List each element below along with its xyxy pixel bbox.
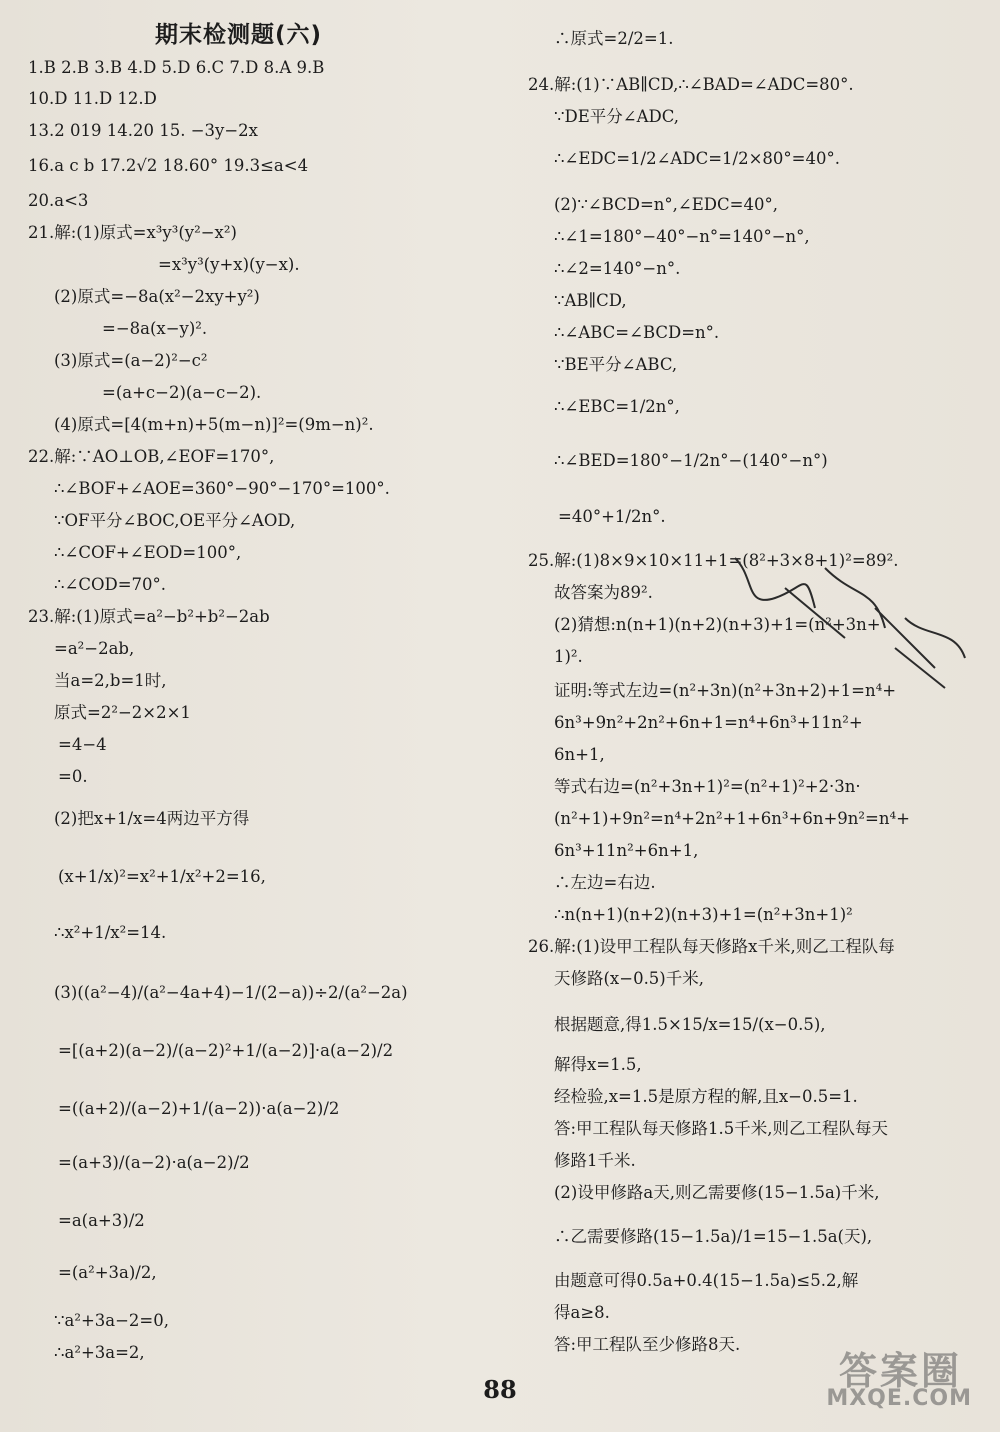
- page-number: 88: [483, 1375, 517, 1404]
- answer-line: 23.解:(1)原式=a²−b²+b²−2ab: [28, 607, 270, 626]
- answer-line: ∵a²+3a−2=0,: [54, 1311, 170, 1330]
- answer-line: 13.2 019 14.20 15. −3y−2x: [28, 121, 258, 140]
- answer-line: 天修路(x−0.5)千米,: [554, 969, 704, 988]
- answer-line: (2)把x+1/x=4两边平方得: [54, 809, 250, 828]
- answer-line: ∴∠EBC=1/2n°,: [554, 397, 680, 416]
- answer-line: 答:甲工程队每天修路1.5千米,则乙工程队每天: [554, 1119, 889, 1138]
- answer-line: (2)猜想:n(n+1)(n+2)(n+3)+1=(n²+3n+: [554, 615, 881, 634]
- answer-line: 由题意可得0.5a+0.4(15−1.5a)≤5.2,解: [554, 1271, 859, 1290]
- answer-line: ∴a²+3a=2,: [54, 1343, 145, 1362]
- answer-line: =((a+2)/(a−2)+1/(a−2))·a(a−2)/2: [58, 1099, 340, 1118]
- answer-line: =[(a+2)(a−2)/(a−2)²+1/(a−2)]·a(a−2)/2: [58, 1041, 394, 1060]
- answer-line: 证明:等式左边=(n²+3n)(n²+3n+2)+1=n⁴+: [554, 681, 897, 700]
- answer-line: =(a²+3a)/2,: [58, 1263, 157, 1282]
- handwritten-scribble: [725, 548, 975, 698]
- answer-line: 10.D 11.D 12.D: [28, 89, 157, 108]
- answer-line: ∴∠2=140°−n°.: [554, 259, 681, 278]
- answer-line: (2)原式=−8a(x²−2xy+y²): [54, 287, 260, 306]
- answer-line: 解得x=1.5,: [554, 1055, 642, 1074]
- answer-line: ∴原式=2/2=1.: [554, 29, 674, 48]
- answer-line: 6n³+11n²+6n+1,: [554, 841, 699, 860]
- answer-line: 26.解:(1)设甲工程队每天修路x千米,则乙工程队每: [528, 937, 895, 956]
- answer-line: ∴∠1=180°−40°−n°=140°−n°,: [554, 227, 810, 246]
- answer-line: ∴∠EDC=1/2∠ADC=1/2×80°=40°.: [554, 149, 840, 168]
- answer-line: (2)设甲修路a天,则乙需要修(15−1.5a)千米,: [554, 1183, 880, 1202]
- answer-line: (x+1/x)²=x²+1/x²+2=16,: [58, 867, 266, 886]
- answer-line: 经检验,x=1.5是原方程的解,且x−0.5=1.: [554, 1087, 858, 1106]
- answer-line: =−8a(x−y)².: [102, 319, 208, 338]
- answer-line: 6n+1,: [554, 745, 605, 764]
- answer-line: ∵DE平分∠ADC,: [554, 107, 680, 126]
- answer-line: 当a=2,b=1时,: [54, 671, 167, 690]
- answer-line: ∴x²+1/x²=14.: [54, 923, 167, 942]
- answer-line: 等式右边=(n²+3n+1)²=(n²+1)²+2·3n·: [554, 777, 861, 796]
- watermark: [722, 1340, 982, 1420]
- answer-line: 根据题意,得1.5×15/x=15/(x−0.5),: [554, 1015, 826, 1034]
- answer-line: ∴n(n+1)(n+2)(n+3)+1=(n²+3n+1)²: [554, 905, 853, 924]
- answer-line: 原式=2²−2×2×1: [54, 703, 191, 722]
- answer-line: 修路1千米.: [554, 1151, 636, 1170]
- answer-line: ∴∠COD=70°.: [54, 575, 167, 594]
- answer-line: =x³y³(y+x)(y−x).: [158, 255, 300, 274]
- answer-line: =a(a+3)/2: [58, 1211, 145, 1230]
- answer-line: ∵BE平分∠ABC,: [554, 355, 678, 374]
- answer-line: 24.解:(1)∵AB∥CD,∴∠BAD=∠ADC=80°.: [528, 75, 854, 94]
- answer-line: (3)((a²−4)/(a²−4a+4)−1/(2−a))÷2/(a²−2a): [54, 983, 408, 1002]
- answer-line: 6n³+9n²+2n²+6n+1=n⁴+6n³+11n²+: [554, 713, 863, 732]
- answer-line: =a²−2ab,: [54, 639, 135, 658]
- answer-line: ∴∠ABC=∠BCD=n°.: [554, 323, 720, 342]
- answer-line: 得a≥8.: [554, 1303, 610, 1322]
- answer-line: 20.a<3: [28, 191, 89, 210]
- answer-line: =4−4: [58, 735, 107, 754]
- answer-line: (4)原式=[4(m+n)+5(m−n)]²=(9m−n)².: [54, 415, 374, 434]
- answer-line: =(a+3)/(a−2)·a(a−2)/2: [58, 1153, 250, 1172]
- answer-line: =0.: [58, 767, 88, 786]
- answer-line: 答:甲工程队至少修路8天.: [554, 1335, 741, 1354]
- page-title: 期末检测题(六): [155, 22, 323, 48]
- watermark-url: MXQE.COM: [826, 1386, 972, 1411]
- answer-line: 1.B 2.B 3.B 4.D 5.D 6.C 7.D 8.A 9.B: [28, 58, 325, 77]
- answer-line: 1)².: [554, 647, 583, 666]
- answer-line: 故答案为89².: [554, 583, 653, 602]
- answer-line: ∵OF平分∠BOC,OE平分∠AOD,: [54, 511, 296, 530]
- answer-line: 22.解:∵AO⊥OB,∠EOF=170°,: [28, 447, 275, 466]
- answer-line: =40°+1/2n°.: [558, 507, 666, 526]
- answer-line: ∴∠COF+∠EOD=100°,: [54, 543, 242, 562]
- answer-line: ∴∠BED=180°−1/2n°−(140°−n°): [554, 451, 828, 470]
- answer-line: (2)∵∠BCD=n°,∠EDC=40°,: [554, 195, 778, 214]
- answer-line: ∴左边=右边.: [554, 873, 656, 892]
- answer-line: 21.解:(1)原式=x³y³(y²−x²): [28, 223, 237, 242]
- watermark-logo: 答案圈: [838, 1349, 962, 1393]
- answer-line: ∴∠BOF+∠AOE=360°−90°−170°=100°.: [54, 479, 390, 498]
- answer-line: =(a+c−2)(a−c−2).: [102, 383, 262, 402]
- answer-line: (n²+1)+9n²=n⁴+2n²+1+6n³+6n+9n²=n⁴+: [554, 809, 910, 828]
- answer-line: 25.解:(1)8×9×10×11+1=(8²+3×8+1)²=89².: [528, 551, 899, 570]
- answer-line: 16.a c b 17.2√2 18.60° 19.3≤a<4: [28, 156, 309, 175]
- answer-line: (3)原式=(a−2)²−c²: [54, 351, 208, 370]
- answer-line: ∵AB∥CD,: [554, 291, 627, 310]
- answer-line: ∴乙需要修路(15−1.5a)/1=15−1.5a(天),: [554, 1227, 873, 1246]
